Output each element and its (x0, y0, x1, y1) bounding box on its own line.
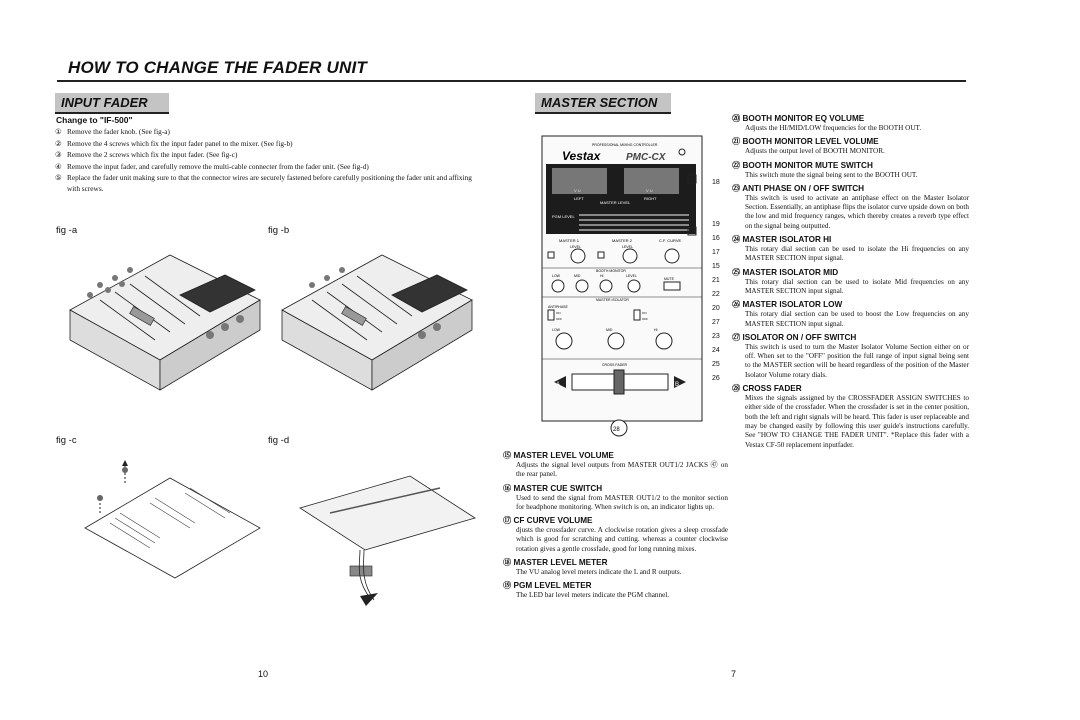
svg-text:16: 16 (712, 235, 720, 242)
cf-curve-label: C.F. CURVE (659, 238, 682, 243)
booth-mid-knob (576, 280, 588, 292)
crossfader-knob (614, 370, 624, 394)
isolator-off-label: OFF (642, 317, 648, 321)
fig-b-mixer-illustration (272, 240, 477, 400)
fig-a-mixer-illustration (60, 240, 265, 400)
svg-text:23: 23 (712, 333, 720, 340)
booth-hi-label: HI (600, 274, 604, 278)
svg-text:V U: V U (574, 188, 581, 193)
item-cross-fader: ㉘ CROSS FADER Mixes the signals assigned by the CROSSFADER ASSIGN SWITCHES to either side of the crossfader. When the crossfader is set in the center position, both the left and right signals will be heard. This fader is user replaceable and may be changed easily by following this user guide's instructions carefully. See "HOW TO CHANGE THE FADER UNIT". *Replace this fader with a Vestax CF-50 replacement inputfader. (732, 384, 969, 449)
item-cf-curve-volume: ⑰ CF CURVE VOLUME djusts the crossfader curve. A clockwise rotation gives a sleep crossfade which is good for scratching and cutting. whereas a counter clockwise rotation gives a gentle crossfade, good for long running mixes. (503, 516, 728, 553)
antiphase-label: ANTIPHASE (548, 305, 568, 309)
item-pgm-level-meter: ⑲ PGM LEVEL METER The LED bar level meters indicate the PGM channel. (503, 581, 670, 600)
items-right-column (732, 110, 969, 450)
item-master-isolator-low: ㉖ MASTER ISOLATOR LOW This rotary dial section can be used to boost the Low frequencies on any MASTER SECTION input signal. (732, 300, 969, 328)
master2-level-knob (623, 249, 637, 263)
master-panel-illustration (534, 134, 730, 439)
svg-text:20: 20 (712, 305, 720, 312)
booth-low-label: LOW (552, 274, 560, 278)
fig-a-label: fig -a (56, 225, 78, 236)
right-page-number: 7 (731, 669, 737, 679)
svg-text:V U: V U (646, 188, 653, 193)
item-isolator-switch: ㉗ ISOLATOR ON / OFF SWITCH This switch is used to turn the Master Isolator Volume Section either on or off. When set to the "OFF" position the full range of input signal being sent to the MASTER section will be heard regardless of the position of the Master Isolator Volume rotary dials. (732, 332, 969, 379)
master2-cue-button (598, 252, 604, 258)
master-level-label: MASTER LEVEL (600, 200, 631, 205)
isolator-low-knob (556, 333, 572, 349)
item-booth-monitor-mute: ㉒ BOOTH MONITOR MUTE SWITCH This switch mute the signal being sent to the BOOTH OUT. (732, 160, 918, 179)
svg-text:15: 15 (712, 263, 720, 270)
meter-right-label: RIGHT (644, 196, 657, 201)
fig-d-fader-unit-illustration (290, 468, 490, 628)
antiphase-off-label: OFF (556, 317, 562, 321)
step-item: ① Remove the fader knob. (See fig-a) (55, 127, 170, 136)
steps-list (55, 127, 485, 195)
item-anti-phase-switch: ㉓ ANTI PHASE ON / OFF SWITCH This switch is used to activate an antiphase effect on the Master Isolator Section. Essentially, an antiphase flips the isolator curve upside down on both the low and mid frequency ranges, which thereby creates a reverb type effect on the signal being outputted. (732, 183, 969, 230)
svg-text:17: 17 (712, 249, 720, 256)
master-section-tag: MASTER SECTION (535, 93, 671, 114)
booth-hi-knob (600, 280, 612, 292)
svg-text:19: 19 (712, 221, 720, 228)
step-item: ④ Remove the input fader, and carefully remove the multi-cable connecter from the fader unit. (See fig-d) (55, 161, 369, 171)
iso-mid-label: MID (606, 328, 613, 332)
item-master-level-volume: ⑮ MASTER LEVEL VOLUME Adjusts the signal level outputs from MASTER OUT1/2 JACKS ㊼ on the rear panel. (503, 451, 728, 479)
master1-cue-button (548, 252, 554, 258)
svg-text:27: 27 (712, 319, 720, 326)
cross-fader-label: CROSS FADER (602, 363, 628, 367)
item-booth-monitor-eq: ⑳ BOOTH MONITOR EQ VOLUME Adjusts the HI/MID/LOW frequencies for the BOOTH OUT. (732, 114, 922, 132)
left-page-number: 10 (258, 669, 269, 679)
iso-low-label: LOW (552, 328, 560, 332)
antiphase-switch (548, 310, 554, 320)
step-item: ② Remove the 4 screws which fix the input fader panel to the mixer. (See fig-b) (55, 138, 293, 148)
change-subhead: Change to "IF-500" (56, 115, 133, 125)
fig-c-label: fig -c (56, 435, 77, 446)
antiphase-on-label: ON (556, 311, 561, 315)
iso-hi-label: HI (654, 328, 658, 332)
booth-mid-label: MID (574, 274, 581, 278)
booth-monitor-label: BOOTH MONITOR (596, 269, 626, 273)
cf-curve-knob (665, 249, 679, 263)
fig-b-label: fig -b (268, 225, 290, 236)
cf-side-b: B (675, 382, 680, 388)
items-left-column (503, 447, 728, 601)
callout-28: 28 (613, 427, 620, 433)
meter-left-label: LEFT (574, 196, 584, 201)
panel-tagline: PROFESSIONAL MIXING CONTROLLER (592, 143, 658, 147)
cf-side-a: A (556, 382, 561, 388)
booth-level-knob (628, 280, 640, 292)
booth-level-label: LEVEL (626, 274, 637, 278)
isolator-on-label: ON (642, 311, 647, 315)
svg-text:24: 24 (712, 347, 720, 354)
page-title: HOW TO CHANGE THE FADER UNIT (68, 58, 368, 77)
master1-label: MASTER 1 (559, 238, 580, 243)
svg-text:26: 26 (712, 375, 720, 382)
booth-mute-switch (664, 282, 680, 290)
item-master-cue-switch: ⑯ MASTER CUE SWITCH Used to send the signal from MASTER OUT1/2 to the monitor section for headphone monitoring. When switch is on, an indicator lights up. (503, 483, 728, 511)
level1-label: LEVEL (570, 245, 581, 249)
svg-text:25: 25 (712, 361, 720, 368)
item-booth-monitor-level: ㉑ BOOTH MONITOR LEVEL VOLUME Adjusts the output level of BOOTH MONITOR. (732, 137, 885, 156)
title-rule (57, 80, 966, 82)
master-isolator-label: MASTER ISOLATOR (596, 298, 629, 302)
isolator-switch (634, 310, 640, 320)
input-fader-tag: INPUT FADER (55, 93, 169, 114)
model-logo: PMC-CX (626, 152, 666, 163)
mute-label: MUTE (664, 277, 674, 281)
isolator-mid-knob (608, 333, 624, 349)
fig-d-label: fig -d (268, 435, 290, 446)
step-item: ⑤ Replace the fader unit making sure to that the connector wires are securely fastened before carefully positioning the fader unit and affixing with screws. (55, 173, 472, 193)
item-master-isolator-mid: ㉕ MASTER ISOLATOR MID This rotary dial section can be used to isolate Mid frequencies on any MASTER SECTION input signal. (732, 267, 969, 295)
item-master-level-meter: ⑱ MASTER LEVEL METER The VU analog level meters indicate the L and R outputs. (503, 558, 682, 577)
master2-label: MASTER 2 (612, 238, 633, 243)
svg-text:21: 21 (712, 277, 720, 284)
item-master-isolator-hi: ㉔ MASTER ISOLATOR HI This rotary dial section can be used to isolate the Hi frequencies on any MASTER SECTION input signal. (732, 235, 969, 263)
step-item: ③ Remove the 2 screws which fix the input fader. (See fig-c) (55, 150, 238, 159)
level2-label: LEVEL (622, 245, 633, 249)
vestax-logo: Vestax (562, 149, 601, 163)
fig-c-fader-panel-illustration (80, 458, 270, 588)
pgm-level-label: PGM LEVEL (552, 214, 575, 219)
master1-level-knob (571, 249, 585, 263)
svg-text:22: 22 (712, 291, 720, 298)
svg-text:18: 18 (712, 179, 720, 186)
booth-low-knob (552, 280, 564, 292)
isolator-hi-knob (656, 333, 672, 349)
